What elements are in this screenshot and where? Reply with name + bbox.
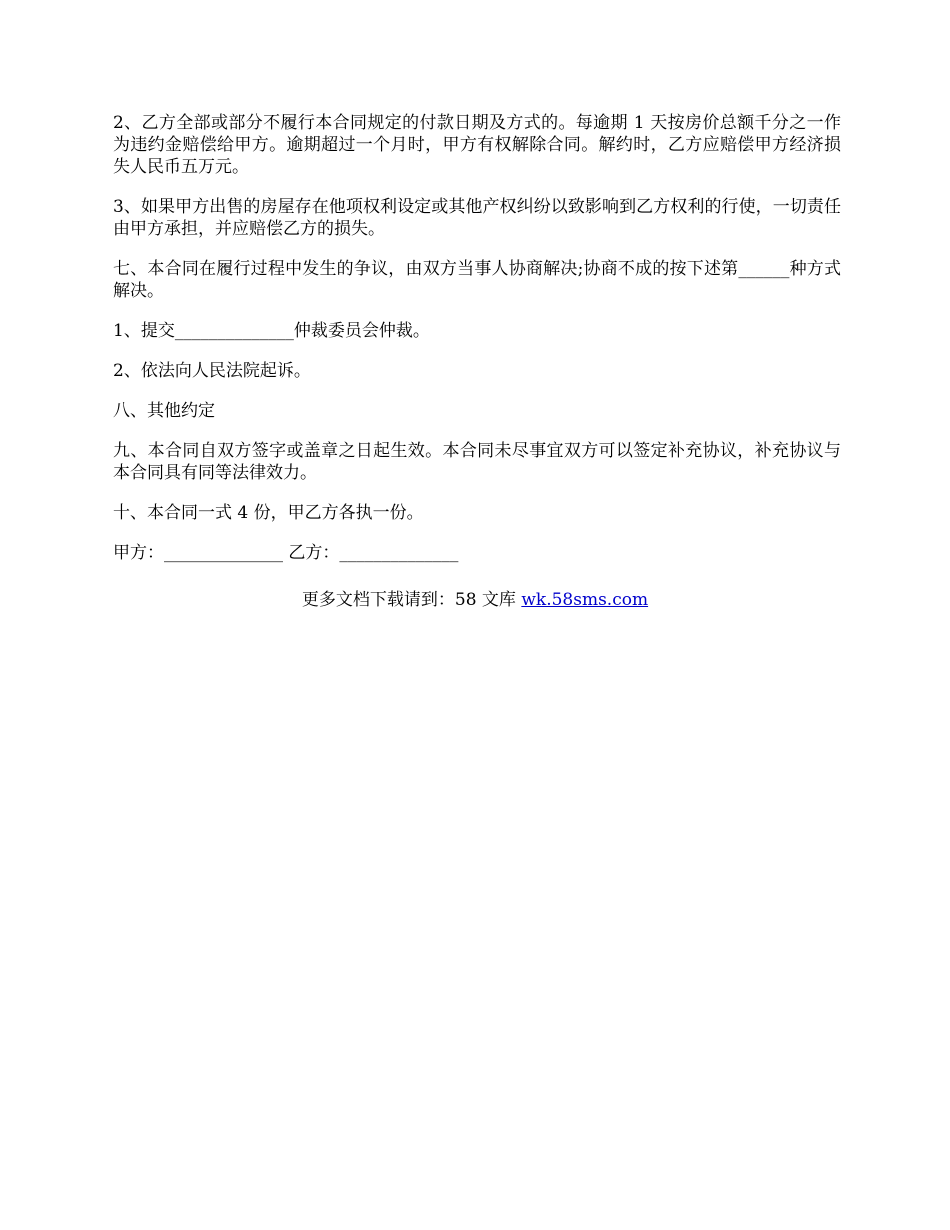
signature-line — [113, 542, 841, 564]
clause-litigation: 2、依法向人民法院起诉。 — [113, 361, 311, 381]
party-b-blank: ______________ — [339, 543, 459, 563]
download-footer — [0, 589, 950, 611]
clause-payment-default: 2、乙方全部或部分不履行本合同规定的付款日期及方式的。每逾期 1 天按房价总额千分之一作为违约金赔偿给甲方。逾期超过一个月时，甲方有权解除合同。解约时，乙方应赔偿甲方经济损失人民币五万元。 — [113, 113, 841, 177]
document-body — [113, 112, 841, 582]
clause-eight-other: 八、其他约定 — [113, 401, 215, 421]
clause-ten-copies: 十、本合同一式 4 份，甲乙方各执一份。 — [113, 503, 424, 523]
clause-property-dispute: 3、如果甲方出售的房屋存在他项权利设定或其他产权纠纷以致影响到乙方权利的行使，一切责任由甲方承担，并应赔偿乙方的损失。 — [113, 197, 841, 239]
clause-arbitration: 1、提交______________仲裁委员会仲裁。 — [113, 321, 430, 341]
party-a-blank: ______________ — [164, 543, 283, 563]
clause-nine-effectiveness: 九、本合同自双方签字或盖章之日起生效。本合同未尽事宜双方可以签定补充协议，补充协议与本合同具有同等法律效力。 — [113, 441, 841, 483]
footer-prefix: 更多文档下载请到：58 文库 — [301, 590, 522, 610]
party-b-label: 乙方： — [283, 543, 340, 563]
party-a-label: 甲方： — [113, 543, 164, 563]
footer-site-link[interactable]: wk.58sms.com — [521, 590, 649, 610]
clause-seven-dispute-resolution: 七、本合同在履行过程中发生的争议，由双方当事人协商解决;协商不成的按下述第______种方式解决。 — [113, 259, 841, 301]
